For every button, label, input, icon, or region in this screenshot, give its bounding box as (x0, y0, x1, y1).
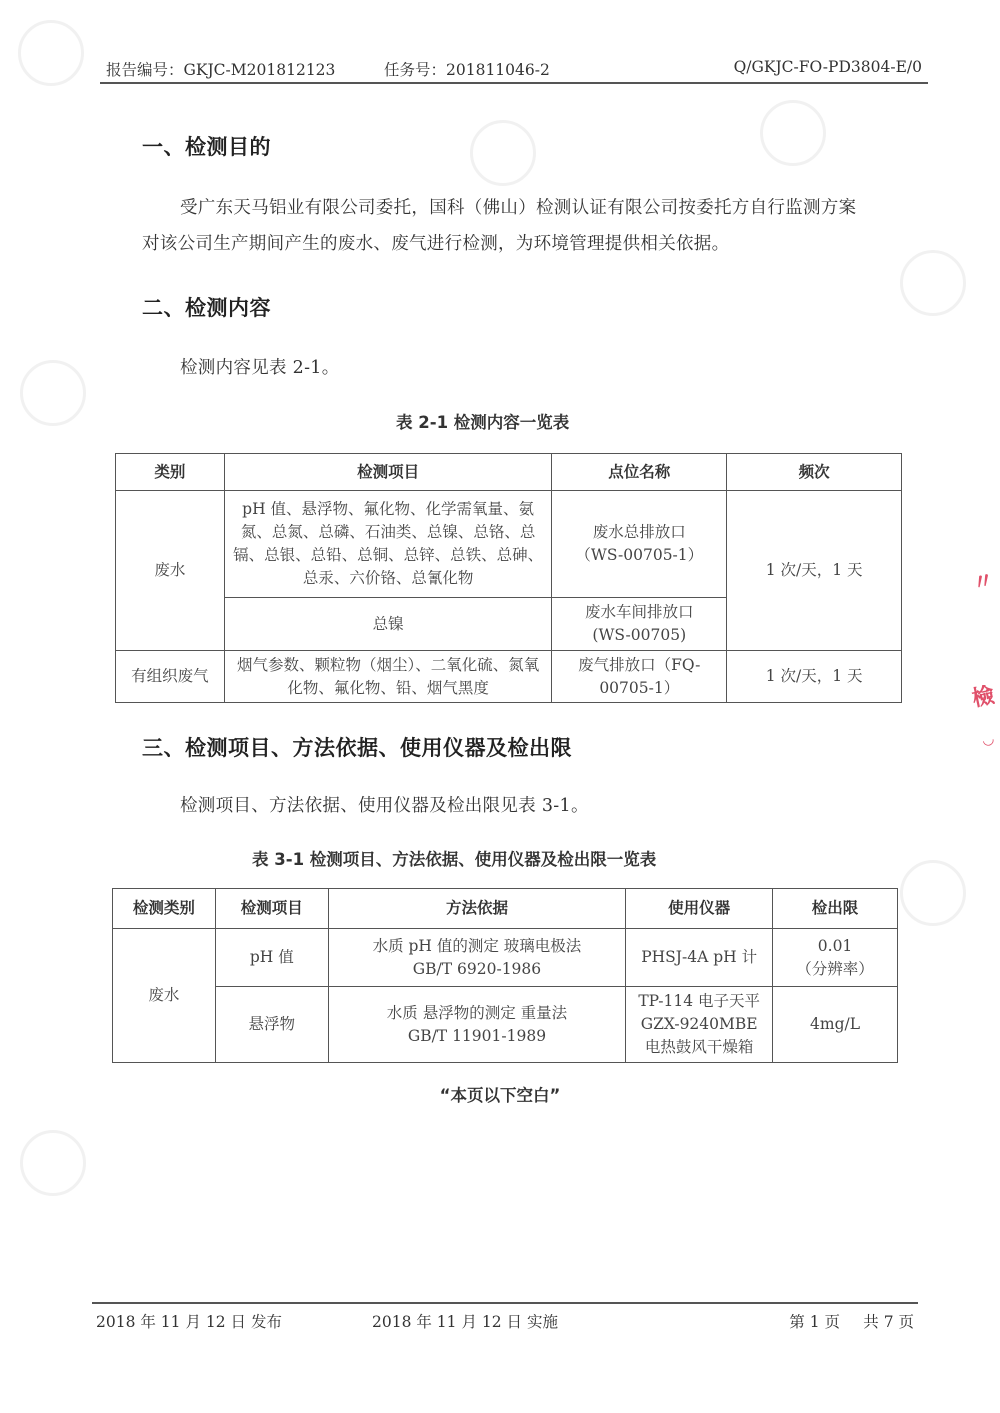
table-3-1-caption: 表 3-1 检测项目、方法依据、使用仪器及检出限一览表 (252, 850, 657, 869)
cell-category: 废水 (116, 491, 225, 651)
col-header-test-item: 检测项目 (215, 889, 328, 929)
watermark-seal (470, 120, 536, 186)
table-row (116, 651, 902, 703)
cell-method (328, 987, 626, 1063)
method-standard: GB/T 6920-1986 (412, 959, 542, 978)
method-name: 水质 pH 值的测定 玻璃电极法 (372, 936, 582, 955)
section-title-content: 二、检测内容 (142, 296, 271, 320)
methods-paragraph: 检测项目、方法依据、使用仪器及检出限见表 3-1。 (180, 796, 589, 816)
page-header (100, 56, 928, 84)
method-standard: GB/T 11901-1989 (407, 1026, 547, 1045)
watermark-seal (20, 360, 86, 426)
col-header-detection-limit: 检出限 (773, 889, 898, 929)
instrument-line: GZX-9240MBE (640, 1015, 758, 1033)
published-date: 2018 年 11 月 12 日 发布 (96, 1313, 282, 1331)
cell-test-category: 废水 (113, 929, 216, 1063)
cell-test-item: 悬浮物 (215, 987, 328, 1063)
content-paragraph: 检测内容见表 2-1。 (180, 358, 340, 378)
table-3-1 (112, 888, 898, 1063)
col-header-items: 检测项目 (224, 454, 552, 491)
cell-detection-limit (773, 929, 898, 987)
watermark-seal (900, 250, 966, 316)
report-number: 报告编号：GKJC-M201812123 (106, 61, 336, 79)
table-2-1-caption: 表 2-1 检测内容一览表 (396, 413, 570, 432)
section-title-purpose: 一、检测目的 (142, 135, 271, 159)
col-header-category: 类别 (116, 454, 225, 491)
cell-detection-limit: 4mg/L (773, 987, 898, 1063)
col-header-site: 点位名称 (552, 454, 727, 491)
red-stamp-fragment: 〃 (969, 566, 997, 597)
table-2-1 (115, 453, 902, 703)
limit-note: （分辨率） (796, 959, 874, 978)
cell-items: pH 值、悬浮物、氟化物、化学需氧量、氨氮、总氮、总磷、石油类、总镍、总铬、总镉、总银、总铅、总铜、总锌、总铁、总砷、总汞、六价铬、总氰化物 (224, 491, 552, 598)
watermark-seal (18, 20, 84, 86)
table-row (113, 929, 898, 987)
col-header-method: 方法依据 (328, 889, 626, 929)
section-title-methods: 三、检测项目、方法依据、使用仪器及检出限 (142, 736, 572, 760)
page-total: 共 7 页 (863, 1313, 914, 1331)
limit-value: 0.01 (817, 936, 853, 955)
cell-frequency: 1 次/天，1 天 (727, 651, 902, 703)
watermark-seal (760, 100, 826, 166)
col-header-instrument: 使用仪器 (626, 889, 773, 929)
blank-below-note: “本页以下空白” (439, 1086, 561, 1105)
cell-frequency: 1 次/天，1 天 (727, 491, 902, 651)
col-header-test-category: 检测类别 (113, 889, 216, 929)
purpose-paragraph: 受广东天马铝业有限公司委托，国科（佛山）检测认证有限公司按委托方自行监测方案对该公司生产期间产生的废水、废气进行检测，为环境管理提供相关依据。 (142, 198, 857, 254)
red-stamp-fragment: ◡ (980, 730, 996, 750)
col-header-frequency: 频次 (727, 454, 902, 491)
cell-instrument: PHSJ-4A pH 计 (626, 929, 773, 987)
cell-items: 烟气参数、颗粒物（烟尘）、二氧化硫、氮氧化物、氟化物、铅、烟气黑度 (224, 651, 552, 703)
method-name: 水质 悬浮物的测定 重量法 (386, 1003, 568, 1022)
cell-test-item: pH 值 (215, 929, 328, 987)
table-row (113, 987, 898, 1063)
cell-site: 废气排放口（FQ-00705-1） (552, 651, 727, 703)
page-footer (92, 1302, 918, 1332)
table-row (116, 491, 902, 598)
instrument-line: TP-114 电子天平 (638, 992, 760, 1010)
cell-site: 废水车间排放口(WS-00705) (552, 598, 727, 651)
cell-method (328, 929, 626, 987)
document-code: Q/GKJC-FO-PD3804-E/0 (733, 58, 922, 76)
instrument-line: 电热鼓风干燥箱 (644, 1038, 754, 1056)
task-number: 任务号：201811046-2 (384, 61, 550, 79)
cell-site: 废水总排放口（WS-00705-1） (552, 491, 727, 598)
cell-instrument (626, 987, 773, 1063)
watermark-seal (900, 860, 966, 926)
cell-category: 有组织废气 (116, 651, 225, 703)
effective-date: 2018 年 11 月 12 日 实施 (372, 1313, 558, 1331)
page-number: 第 1 页 (789, 1313, 840, 1331)
red-stamp-fragment: 檢 (969, 681, 997, 712)
cell-items: 总镍 (224, 598, 552, 651)
watermark-seal (20, 1130, 86, 1196)
